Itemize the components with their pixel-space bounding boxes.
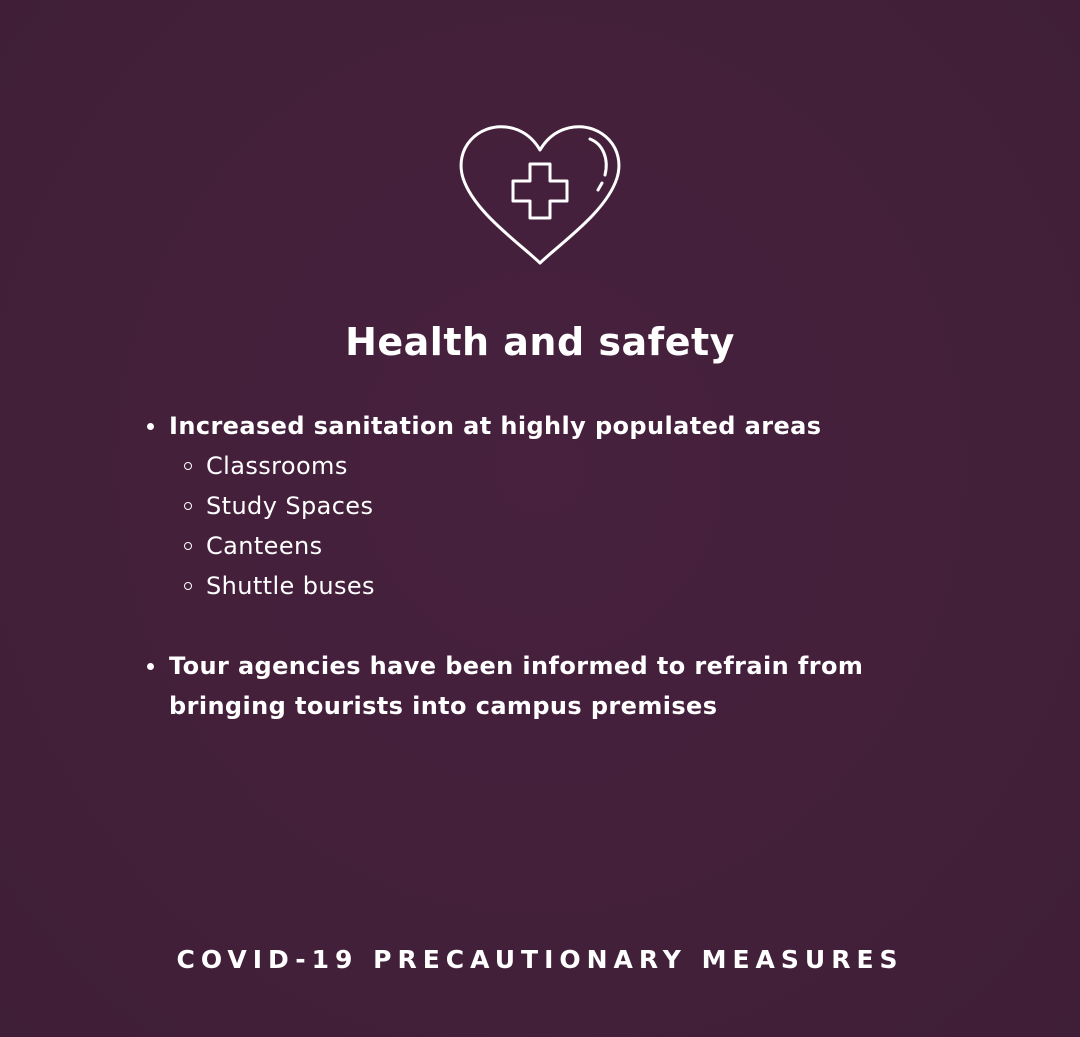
hollow-bullet: [184, 542, 192, 550]
hollow-bullet: [184, 502, 192, 510]
measures-list: [145, 406, 935, 726]
footer-caption: COVID-19 PRECAUTIONARY MEASURES: [176, 945, 904, 974]
sublist-item-text: Canteens: [206, 532, 323, 560]
heart-cross-icon: [456, 120, 624, 270]
bullet-dot: [147, 423, 154, 430]
bullet-dot: [147, 663, 154, 670]
hollow-bullet: [184, 462, 192, 470]
sanitation-areas-list: [169, 446, 935, 606]
sublist-item-text: Study Spaces: [206, 492, 374, 520]
list-item-text: Tour agencies have been informed to refrain from bringing tourists into campus premises: [169, 652, 864, 720]
sublist-item-text: Shuttle buses: [206, 572, 375, 600]
sublist-item-study-spaces: [183, 486, 935, 526]
sublist-item-text: Classrooms: [206, 452, 348, 480]
list-item-text: Increased sanitation at highly populated areas: [169, 412, 822, 440]
sublist-item-shuttle-buses: [183, 566, 935, 606]
sublist-item-canteens: [183, 526, 935, 566]
list-item-tour-agencies: [145, 646, 935, 726]
sublist-item-classrooms: [183, 446, 935, 486]
list-item-sanitation: [145, 406, 935, 606]
hollow-bullet: [184, 582, 192, 590]
page-title: Health and safety: [345, 320, 735, 364]
